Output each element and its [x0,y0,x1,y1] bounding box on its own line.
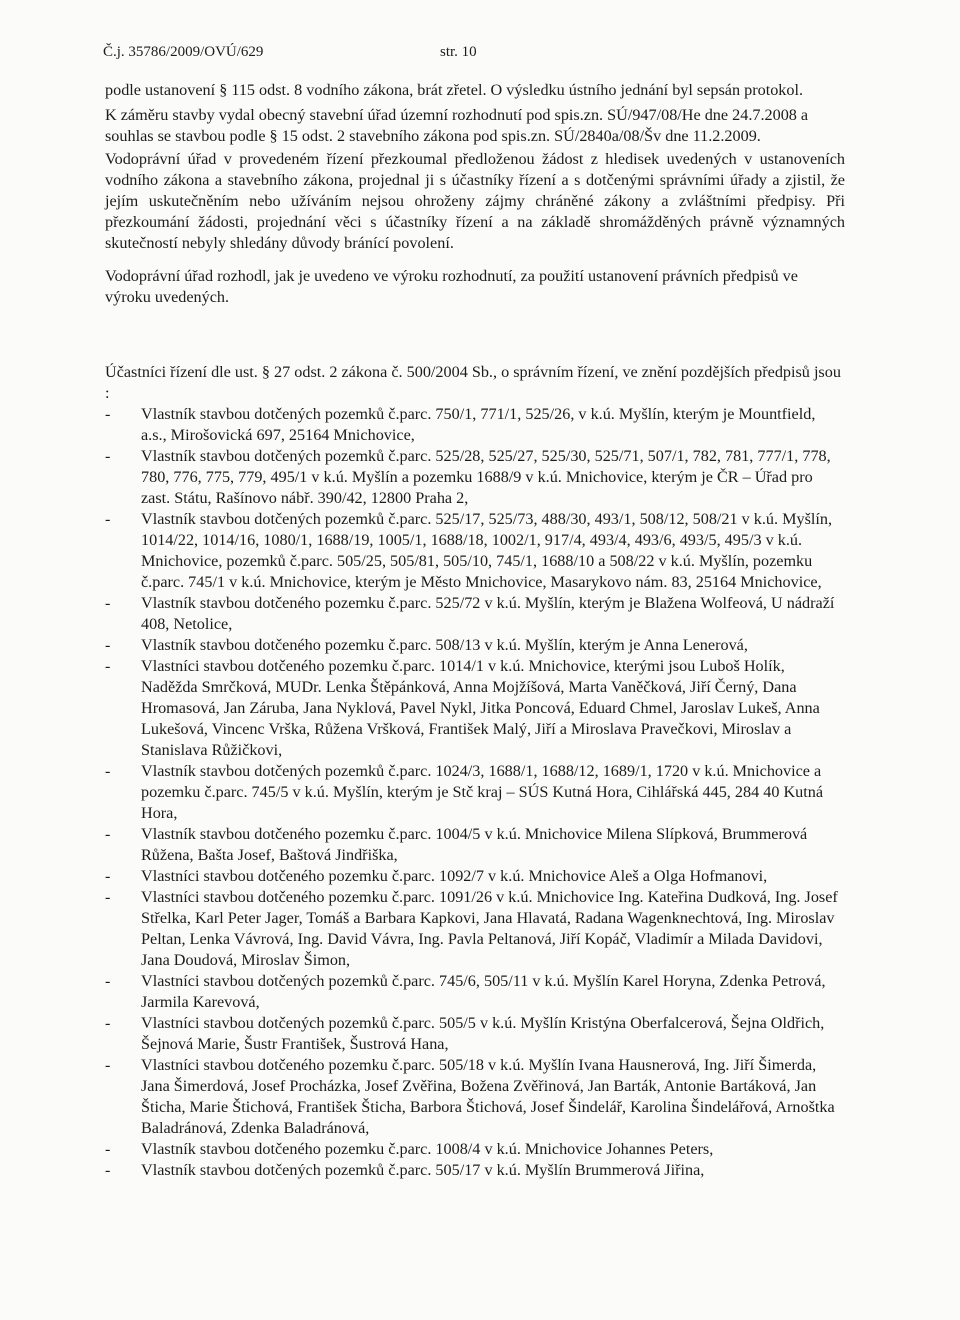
participant-text: Vlastník stavbou dotčených pozemků č.parc. 525/28, 525/27, 525/30, 525/71, 507/1, 782, 781, 777/1, 778, 780, 776, 775, 779, 495/1 v k.ú. Myšlín a pozemku 1688/9 v k.ú. Mnichovice, kterým je ČR – Úřad pro zast. Státu, Rašínovo nábř. 390/42, 12800 Praha 2, [141,447,831,507]
paragraph-115: podle ustanovení § 115 odst. 8 vodního zákona, brát zřetel. O výsledku ústního jednání byl sepsán protokol. [105,81,804,99]
participant-text: Vlastník stavbou dotčeného pozemku č.parc. 525/72 v k.ú. Myšlín, kterým je Blažena Wolfeová, U nádraží 408, Netolice, [141,594,835,633]
list-dash: - [105,636,111,654]
list-item [105,1139,845,1160]
list-item [105,656,845,761]
list-dash: - [105,447,111,465]
paragraph-decision: Vodoprávní úřad rozhodl, jak je uvedeno ve výroku rozhodnutí, za použití ustanovení právních předpisů ve výroku uvedených. [105,267,798,306]
list-item [105,1013,845,1055]
list-dash: - [105,1014,111,1032]
participant-text: Vlastník stavbou dotčených pozemků č.parc. 1024/3, 1688/1, 1688/12, 1689/1, 1720 v k.ú. Mnichovice a pozemku č.parc. 745/5 v k.ú. Myšlín, kterým je Stč kraj – SÚS Kutná Hora, Cihlářská 445, 284 40 Kutná Hora, [141,762,824,822]
document-body [105,80,845,1181]
list-dash: - [105,762,111,780]
list-dash: - [105,405,111,423]
participant-text: Vlastník stavbou dotčených pozemků č.parc. 525/17, 525/73, 488/30, 493/1, 508/12, 508/21 v k.ú. Myšlín, 1014/22, 1014/16, 1080/1, 1688/19, 1005/1, 1688/18, 1002/1, 917/4, 493/4, 493/6, 493/5, 495/3 v k.ú. Mnichovice, pozemků č.parc. 505/25, 505/81, 505/10, 745/1, 1688/10 a 508/22 v k.ú. Myšlín, pozemku č.parc. 745/1 v k.ú. Mnichovice, kterým je Město Mnichovice, Masarykovo nám. 83, 25164 Mnichovice, [141,510,833,591]
participant-text: Vlastníci stavbou dotčeného pozemku č.parc. 1092/7 v k.ú. Mnichovice Aleš a Olga Hofmanovi, [141,867,768,885]
paragraph-review: Vodoprávní úřad v provedeném řízení přezkoumal předloženou žádost z hledisek uvedených v ustanoveních vodního zákona a stavebního zákona, projednal ji s účastníky řízení a s dotčenými správními úřady a zjistil, že jejím uskutečněním nebo užíváním nejsou ohroženy zájmy chráněné zákony a zvláštními předpisy. Při přezkoumání žádosti, projednání věci s účastníky řízení a na základě shromážděných právně významných skutečností nebyly shledány důvody bránící povolení. [105,150,845,252]
participant-text: Vlastník stavbou dotčených pozemků č.parc. 750/1, 771/1, 525/26, v k.ú. Myšlín, kterým je Mountfield, a.s., Mirošovická 697, 25164 Mnichovice, [141,405,816,444]
list-dash: - [105,1056,111,1074]
list-item [105,824,845,866]
list-item [105,446,845,509]
paragraph-zoning: K záměru stavby vydal obecný stavební úřad územní rozhodnutí pod spis.zn. SÚ/947/08/He dne 24.7.2008 a souhlas se stavbou podle § 15 odst. 2 stavebního zákona pod spis.zn. SÚ/2840a/08/Šv dne 11.2.2009. [105,106,809,145]
participants-intro: Účastníci řízení dle ust. § 27 odst. 2 zákona č. 500/2004 Sb., o správním řízení, ve znění pozdějších předpisů jsou : [105,363,841,402]
participant-text: Vlastník stavbou dotčeného pozemku č.parc. 1004/5 v k.ú. Mnichovice Milena Slípková, Brummerová Růžena, Bašta Josef, Baštová Jindřiška, [141,825,808,864]
list-item [105,635,845,656]
page-number: str. 10 [440,44,477,60]
participants-list [105,404,845,1181]
list-item [105,404,845,446]
participant-text: Vlastník stavbou dotčeného pozemku č.parc. 1008/4 v k.ú. Mnichovice Johannes Peters, [141,1140,714,1158]
list-item [105,593,845,635]
list-dash: - [105,888,111,906]
list-item [105,509,845,593]
list-item [105,971,845,1013]
list-dash: - [105,657,111,675]
list-item [105,761,845,824]
list-item [105,887,845,971]
reference-number: Č.j. 35786/2009/OVÚ/629 [103,44,264,60]
list-dash: - [105,867,111,885]
list-item [105,866,845,887]
participant-text: Vlastník stavbou dotčeného pozemku č.parc. 508/13 v k.ú. Myšlín, kterým je Anna Lenerová, [141,636,748,654]
participant-text: Vlastníci stavbou dotčeného pozemku č.parc. 1091/26 v k.ú. Mnichovice Ing. Kateřina Dudková, Ing. Josef Střelka, Karl Peter Jager, Tomáš a Barbara Kapkovi, Jana Hlavatá, Radana Wagenknechtová, Ing. Miroslav Peltan, Lenka Vávrová, Ing. David Vávra, Ing. Pavla Peltanová, Jiří Kopáč, Vladimír a Milada Davidovi, Jana Doudová, Miroslav Šimon, [141,888,838,969]
list-item [105,1055,845,1139]
participant-text: Vlastníci stavbou dotčeného pozemku č.parc. 1014/1 v k.ú. Mnichovice, kterými jsou Luboš Holík, Naděžda Smrčková, MUDr. Lenka Štěpánková, Anna Mojžíšová, Marta Vaněčková, Jiří Černý, Dana Hromasová, Jan Záruba, Jana Nyklová, Pavel Nykl, Jitka Poncová, Eduard Chmel, Jaroslav Lukeš, Anna Lukešová, Vincenc Vrška, Růžena Vršková, František Malý, Jiří a Miroslava Pravečkovi, Miroslav a Stanislava Růžičkovi, [141,657,820,759]
list-dash: - [105,1161,111,1179]
participant-text: Vlastníci stavbou dotčených pozemků č.parc. 505/5 v k.ú. Myšlín Kristýna Oberfalcerová, Šejna Oldřich, Šejnová Marie, Šustr František, Šustrová Hana, [141,1014,825,1053]
participant-text: Vlastníci stavbou dotčených pozemků č.parc. 745/6, 505/11 v k.ú. Myšlín Karel Horyna, Zdenka Petrová, Jarmila Karevová, [141,972,826,1011]
participant-text: Vlastníci stavbou dotčeného pozemku č.parc. 505/18 v k.ú. Myšlín Ivana Hausnerová, Ing. Jiří Šimerda, Jana Šimerdová, Josef Procházka, Josef Zvěřina, Božena Zvěřinová, Jan Barták, Antonie Bartáková, Jan Šticha, Marie Štichová, František Šticha, Barbora Štichová, Josef Šindelář, Karolina Šindelářová, Arnoštka Baladránová, Zdenka Baladránová, [141,1056,835,1137]
list-dash: - [105,1140,111,1158]
list-dash: - [105,510,111,528]
list-dash: - [105,825,111,843]
participant-text: Vlastník stavbou dotčených pozemků č.parc. 505/17 v k.ú. Myšlín Brummerová Jiřina, [141,1161,705,1179]
list-dash: - [105,594,111,612]
list-item [105,1160,845,1181]
list-dash: - [105,972,111,990]
